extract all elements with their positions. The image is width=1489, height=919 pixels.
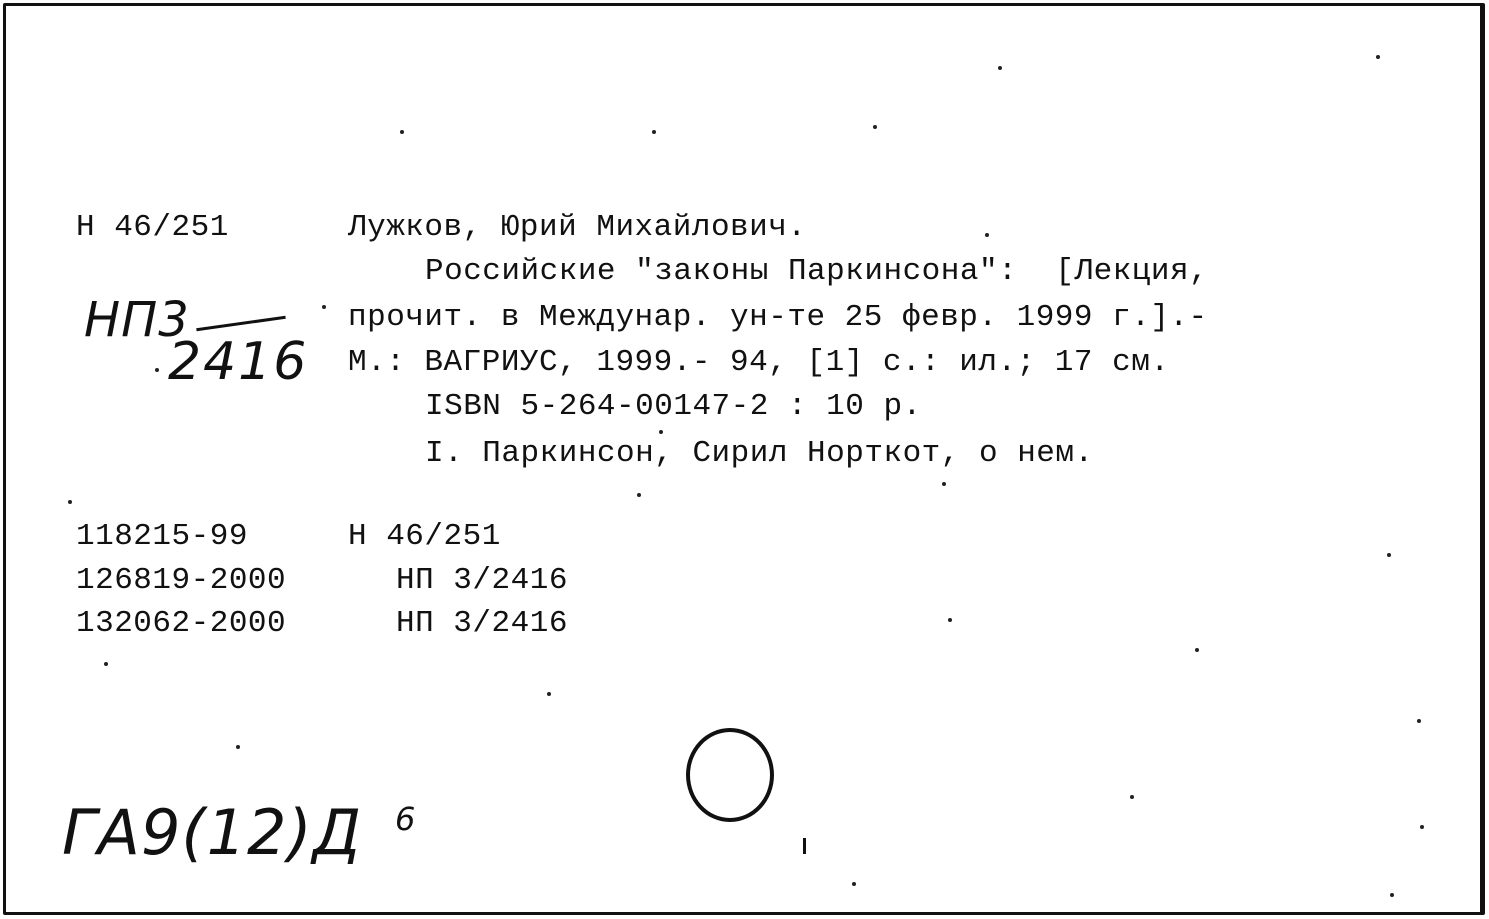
author-heading: Лужков, Юрий Михайлович. — [348, 210, 807, 245]
scan-speck — [942, 482, 946, 486]
scan-speck — [236, 745, 240, 749]
scan-speck — [1390, 893, 1394, 897]
scan-speck — [400, 130, 404, 134]
scan-speck — [873, 125, 877, 129]
shelfmark: Н 46/251 — [76, 210, 229, 245]
accession-number: 118215-99 — [76, 519, 248, 554]
title-line-2: прочит. в Междунар. ун-те 25 февр. 1999 г.].- — [348, 300, 1208, 335]
accession-location: НП 3/2416 — [396, 563, 568, 598]
accession-location: Н 46/251 — [348, 519, 501, 554]
accession-location: НП 3/2416 — [396, 606, 568, 641]
scan-speck — [1195, 648, 1199, 652]
scan-speck — [155, 368, 159, 372]
scan-speck — [1420, 825, 1424, 829]
accession-number: 126819-2000 — [76, 563, 287, 598]
scan-speck — [322, 305, 326, 309]
scan-speck — [998, 66, 1002, 70]
scan-speck — [1130, 795, 1134, 799]
scan-speck — [1387, 553, 1391, 557]
tick-mark — [803, 838, 806, 854]
scan-speck — [547, 692, 551, 696]
isbn-line: ISBN 5-264-00147-2 : 10 р. — [425, 389, 922, 424]
handwritten-superscript: 6 — [395, 800, 416, 838]
scan-speck — [985, 233, 989, 237]
scan-speck — [68, 500, 72, 504]
imprint-line: М.: ВАГРИУС, 1999.- 94, [1] с.: ил.; 17 см. — [348, 345, 1170, 380]
scan-speck — [104, 662, 108, 666]
handwritten-shelf-bottom: 2416 — [168, 332, 309, 392]
punch-hole-circle — [686, 728, 774, 822]
scan-speck — [659, 430, 663, 434]
handwritten-shelf-top: НП3 — [84, 292, 190, 348]
title-line-1: Российские "законы Паркинсона": [Лекция, — [425, 254, 1209, 289]
accession-number: 132062-2000 — [76, 606, 287, 641]
handwritten-classification-code: ГА9(12)Д — [62, 796, 363, 869]
subject-line: I. Паркинсон, Сирил Норткот, о нем. — [425, 436, 1094, 471]
scan-speck — [852, 882, 856, 886]
scan-speck — [637, 493, 641, 497]
scan-speck — [1376, 55, 1380, 59]
scan-speck — [652, 130, 656, 134]
scan-speck — [1417, 719, 1421, 723]
scan-speck — [948, 618, 952, 622]
